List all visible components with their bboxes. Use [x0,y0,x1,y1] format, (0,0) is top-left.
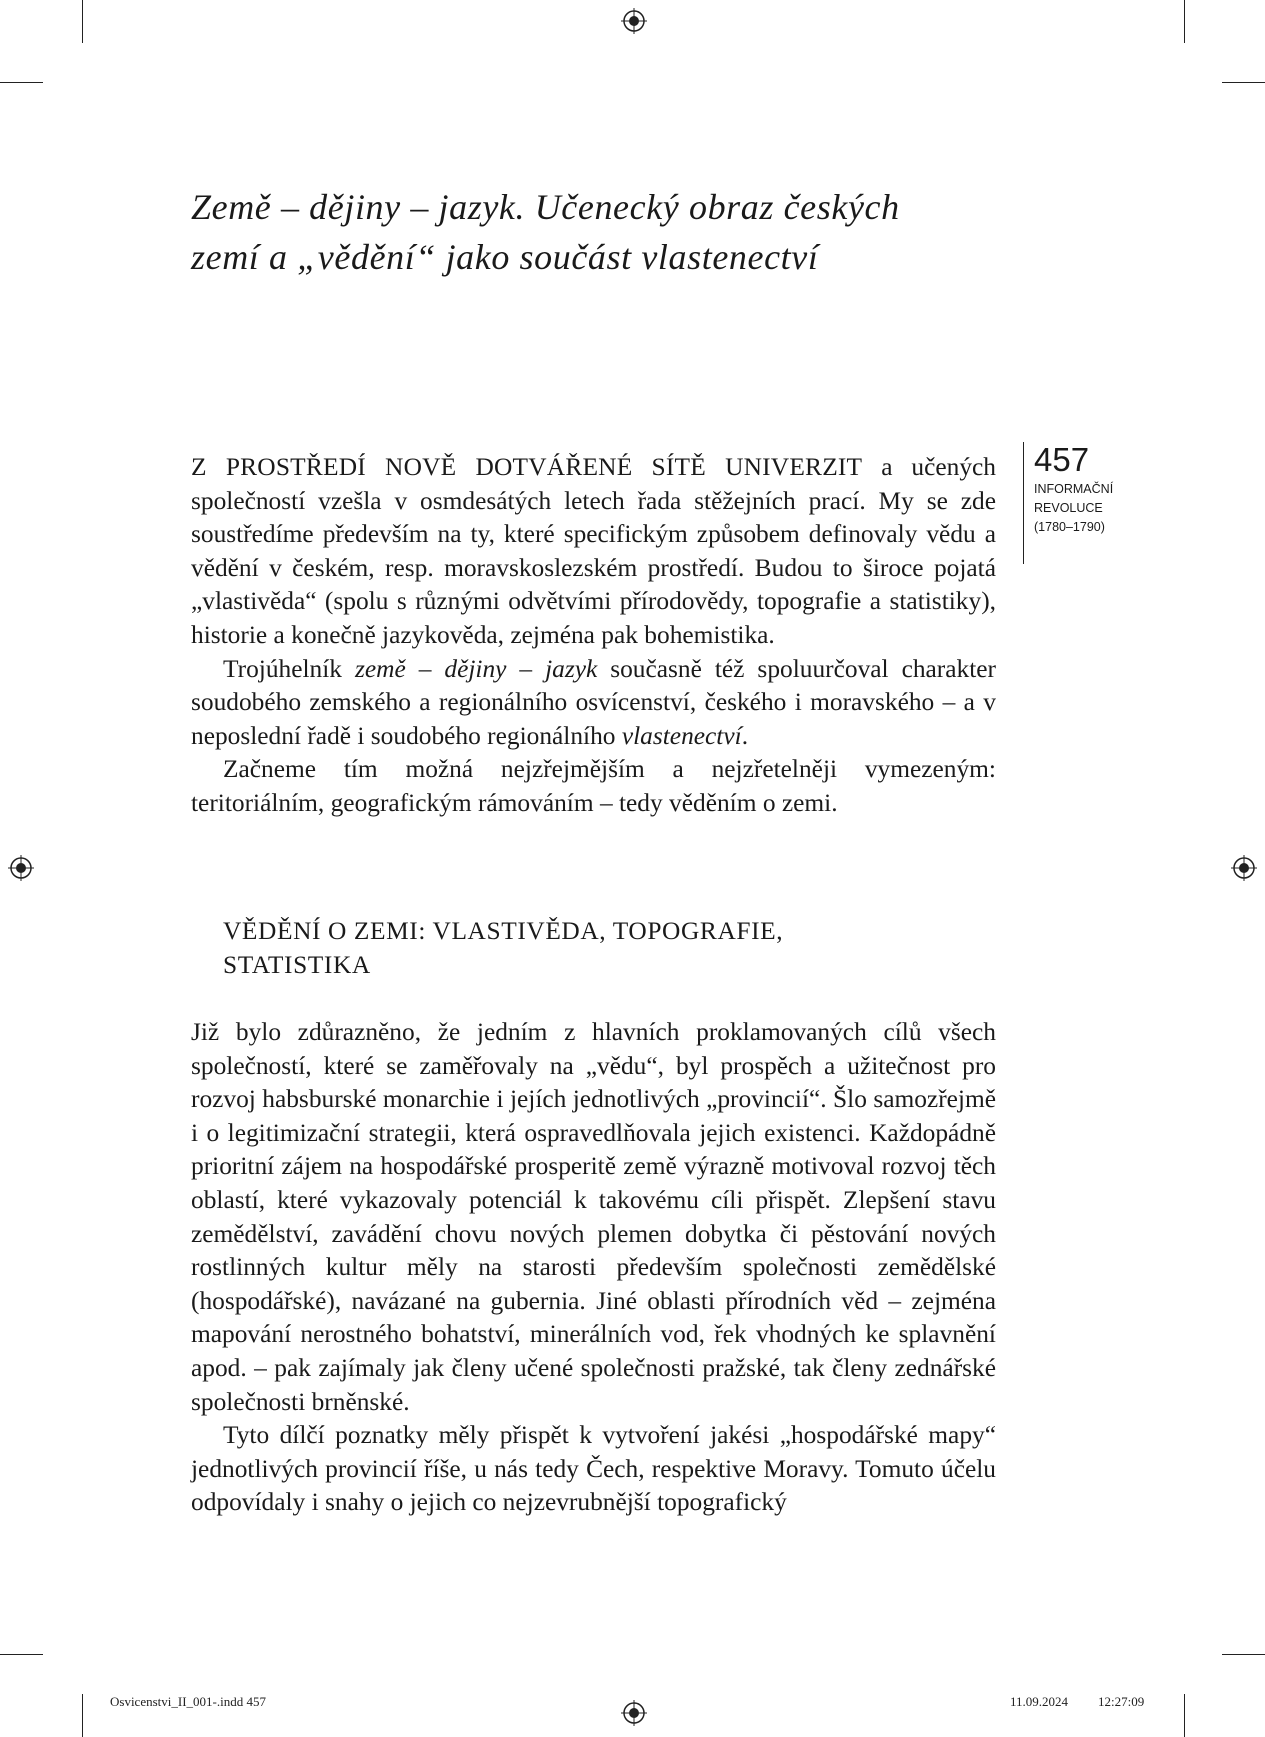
slug-time: 12:27:09 [1098,1694,1145,1709]
running-section-line-2: REVOLUCE [1034,501,1103,515]
intro-paragraph-1-text: a učených společností vzešla v osmdesátých letech řada stěžejních prací. My se zde soustředíme především na ty, které specifickým způsobem definovaly vědu a vědění v českém, resp. moravskoslezském prostředí. Budou to široce pojatá „vlastivěda“ (spolu s různými odvětvími přírodovědy, topografie a statistiky), historie a konečně jazykověda, zejména pak bohemistika. [191,453,996,649]
crop-mark-top-right [1184,0,1185,43]
chapter-title-line-1: Země – dějiny – jazyk. Učenecký obraz českých [191,187,900,227]
body-paragraph-2: Tyto dílčí poznatky měly přispět k vytvoření jakési „hospodářské mapy“ jednotlivých provincií říše, u nás tedy Čech, respektive Moravy. Tomuto účelu odpovídaly i snahy o jejich co nejzevrubnější topografický [191,1421,996,1517]
running-section-line-3: (1780–1790) [1034,520,1105,534]
margin-note [1023,442,1154,564]
intro-paragraph-2-text-c: . [741,721,749,750]
intro-paragraph-1 [191,451,996,653]
intro-text [191,451,996,821]
running-section-line-1: INFORMAČNÍ [1034,482,1114,496]
crop-mark-top-left-h [0,82,43,83]
intro-paragraph-2-emphasis: země – dějiny – jazyk [354,654,598,683]
crop-mark-bottom-right [1184,1694,1185,1737]
chapter-title-line-2: zemí a „vědění“ jako součást vlastenectví [191,237,819,277]
registration-mark-right-icon [1231,855,1257,881]
section-heading-line-1: VĚDĚNÍ O ZEMI: VLASTIVĚDA, TOPOGRAFIE, [223,917,784,945]
intro-paragraph-3: Začneme tím možná nejzřejmějším a nejzřetelněji vymezeným: teritoriálním, geografickým rámováním – tedy věděním o zemi. [191,755,996,817]
body-paragraph-1: Již bylo zdůrazněno, že jedním z hlavních proklamovaných cílů všech společností, které se zaměřovaly na „vědu“, byl prospěch a užitečnost pro rozvoj habsburské monarchie i jejích jednotlivých „provincií“. Šlo samozřejmě i o legitimizační strategii, která ospravedlňovala jejich existenci. Každopádně prioritní zájem na hospodářské prosperitě země výrazně motivoval rozvoj těch oblastí, které vykazovaly potenciál k takovému cíli přispět. Zlepšení stavu zemědělství, zavádění chovu nových plemen dobytka či pěstování nových rostlinných kultur měly na starosti především společnosti zemědělské (hospodářské), navázané na gubernia. Jiné oblasti přírodních věd – zejména mapování nerostného bohatství, minerálních vod, řek vhodných ke splavnění apod. – pak zajímaly jak členy učené společnosti pražské, tak členy zednářské společnosti brněnské. [191,1018,996,1416]
crop-mark-top-right-h [1222,82,1265,83]
chapter-title [191,182,1061,282]
crop-mark-bottom-left-h [0,1654,43,1655]
slug-date: 11.09.2024 [1010,1694,1069,1709]
registration-mark-left-icon [8,855,34,881]
intro-paragraph-2 [191,653,996,754]
intro-paragraph-2-text-a: Trojúhelník [223,654,355,683]
slug-file: Osvicenstvi_II_001-.indd 457 [110,1694,266,1709]
section-heading [223,914,923,982]
section-body [191,1016,996,1520]
intro-paragraph-2-text-b: současně též spoluurčoval charakter soudobého zemského a regionálního osvícenství, českého i moravského – a v neposlední řadě i soudobého regionálního [191,654,997,750]
crop-mark-bottom-left [82,1694,83,1737]
intro-paragraph-2-emphasis-2: vlastenectví [621,721,742,750]
registration-mark-top-icon [621,8,647,34]
page-number: 457 [1034,441,1090,478]
section-heading-line-2: STATISTIKA [223,951,371,979]
crop-mark-top-left [82,0,83,43]
registration-mark-bottom-icon [621,1700,647,1726]
crop-mark-bottom-right-h [1222,1654,1265,1655]
intro-lead-caps: Z PROSTŘEDÍ NOVĚ DOTVÁŘENÉ SÍTĚ UNIVERZIT [191,453,863,481]
